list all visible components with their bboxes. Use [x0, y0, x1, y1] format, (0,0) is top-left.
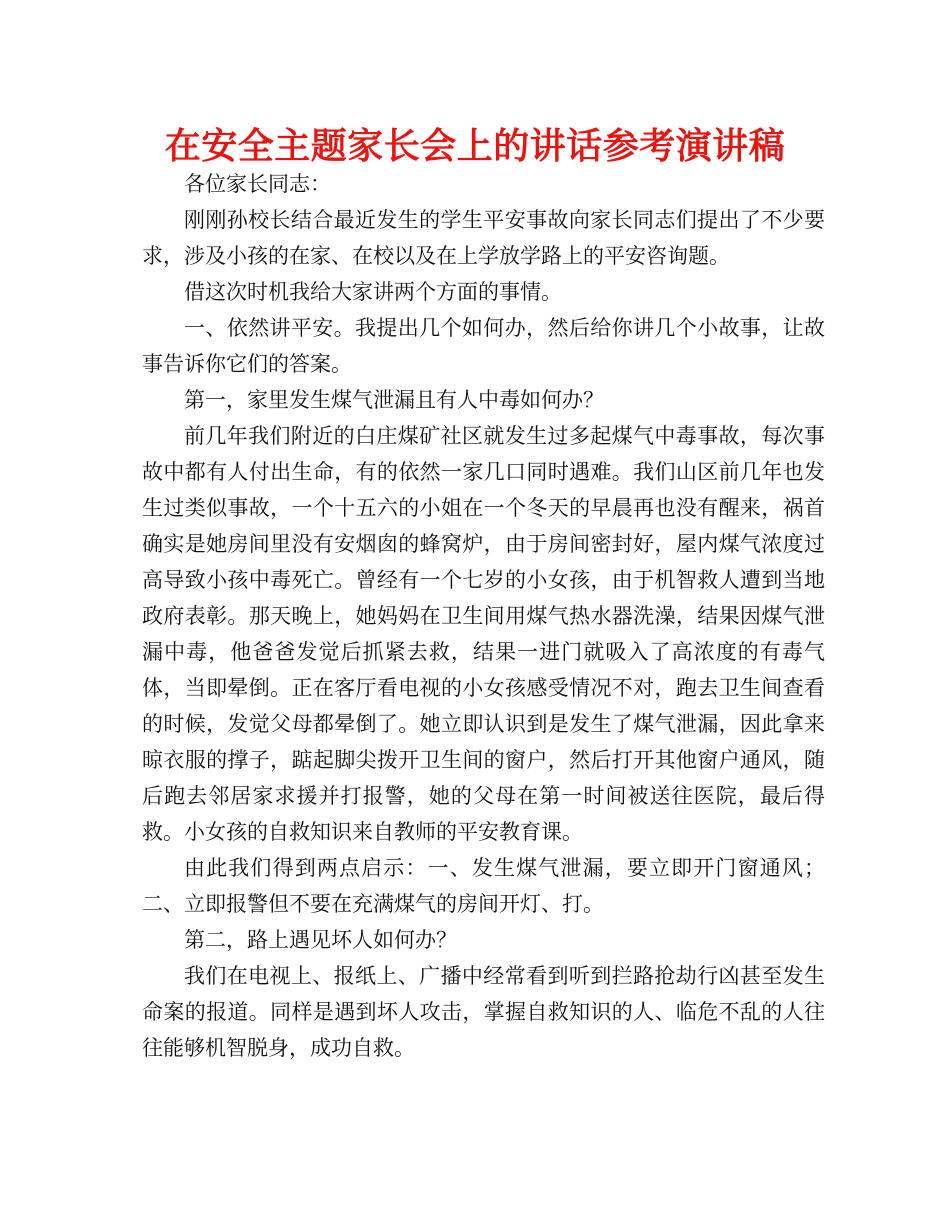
body-paragraph: 一、依然讲平安。我提出几个如何办，然后给你讲几个小故事，让故事告诉你它们的答案。 — [142, 316, 825, 376]
document-title: 在安全主题家长会上的讲话参考演讲稿 — [164, 126, 786, 167]
document-body — [142, 166, 825, 1066]
section-heading-paragraph: 第一，家里发生煤气泄漏且有人中毒如何办？ — [184, 388, 604, 412]
body-paragraph: 刚刚孙校长结合最近发生的学生平安事故向家长同志们提出了不少要求，涉及小孩的在家、在校以及在上学放学路上的平安咨询题。 — [142, 208, 825, 268]
body-paragraph: 借这次时机我给大家讲两个方面的事情。 — [184, 280, 562, 304]
body-paragraph: 我们在电视上、报纸上、广播中经常看到听到拦路抢劫行凶甚至发生命案的报道。同样是遇到坏人攻击，掌握自救知识的人、临危不乱的人往往能够机智脱身，成功自救。 — [142, 964, 825, 1060]
salutation-paragraph: 各位家长同志： — [184, 172, 331, 196]
section-heading-paragraph: 第二，路上遇见坏人如何办？ — [184, 928, 457, 952]
body-paragraph: 由此我们得到两点启示：一、发生煤气泄漏，要立即开门窗通风；二、立即报警但不要在充满煤气的房间开灯、打。 — [142, 856, 825, 916]
body-paragraph: 前几年我们附近的白庄煤矿社区就发生过多起煤气中毒事故，每次事故中都有人付出生命，有的依然一家几口同时遇难。我们山区前几年也发生过类似事故，一个十五六的小姐在一个冬天的早晨再也没有醒来，祸首确实是她房间里没有安烟囱的蜂窝炉，由于房间密封好，屋内煤气浓度过高导致小孩中毒死亡。曾经有一个七岁的小女孩，由于机智救人遭到当地政府表彰。那天晚上，她妈妈在卫生间用煤气热水器洗澡，结果因煤气泄漏中毒，他爸爸发觉后抓紧去救，结果一进门就吸入了高浓度的有毒气体，当即晕倒。正在客厅看电视的小女孩感受情况不对，跑去卫生间查看的时候，发觉父母都晕倒了。她立即认识到是发生了煤气泄漏，因此拿来晾衣服的撑子，踮起脚尖拨开卫生间的窗户，然后打开其他窗户通风，随后跑去邻居家求援并打报警，她的父母在第一时间被送往医院，最后得救。小女孩的自救知识来自教师的平安教育课。 — [142, 424, 825, 844]
